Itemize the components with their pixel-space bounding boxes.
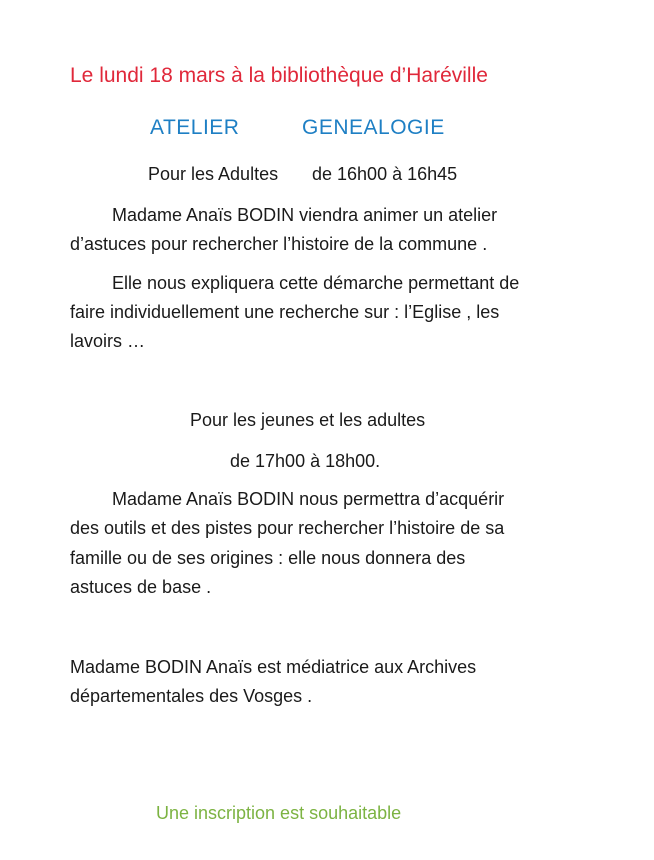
- youth-paragraph-line-3: famille ou de ses origines : elle nous donnera des: [70, 548, 466, 568]
- adults-paragraph-2-line-3: lavoirs …: [70, 331, 146, 351]
- youth-audience: Pour les jeunes et les adultes: [190, 410, 426, 430]
- registration-note: Une inscription est souhaitable: [156, 803, 402, 823]
- adults-paragraph-2-line-1: Elle nous expliquera cette démarche permettant de: [112, 273, 520, 293]
- adults-paragraph-1-line-1: Madame Anaïs BODIN viendra animer un atelier: [112, 205, 498, 225]
- adults-paragraph-2-line-2: faire individuellement une recherche sur : l’Eglise , les: [70, 302, 500, 322]
- about-line-2: départementales des Vosges .: [70, 686, 313, 706]
- adults-time: de 16h00 à 16h45: [312, 164, 458, 184]
- youth-paragraph-line-4: astuces de base .: [70, 577, 212, 597]
- adults-audience: Pour les Adultes: [148, 164, 279, 184]
- youth-paragraph-line-2: des outils et des pistes pour rechercher l’histoire de sa: [70, 518, 505, 538]
- adults-paragraph-1-line-2: d’astuces pour rechercher l’histoire de la commune .: [70, 234, 488, 254]
- title-genealogie: GENEALOGIE: [302, 116, 445, 139]
- about-line-1: Madame BODIN Anaïs est médiatrice aux Archives: [70, 657, 477, 677]
- event-date-heading: Le lundi 18 mars à la bibliothèque d’Haréville: [70, 64, 488, 87]
- youth-time: de 17h00 à 18h00.: [230, 451, 381, 471]
- youth-paragraph-line-1: Madame Anaïs BODIN nous permettra d’acquérir: [112, 489, 505, 509]
- title-atelier: ATELIER: [150, 116, 240, 139]
